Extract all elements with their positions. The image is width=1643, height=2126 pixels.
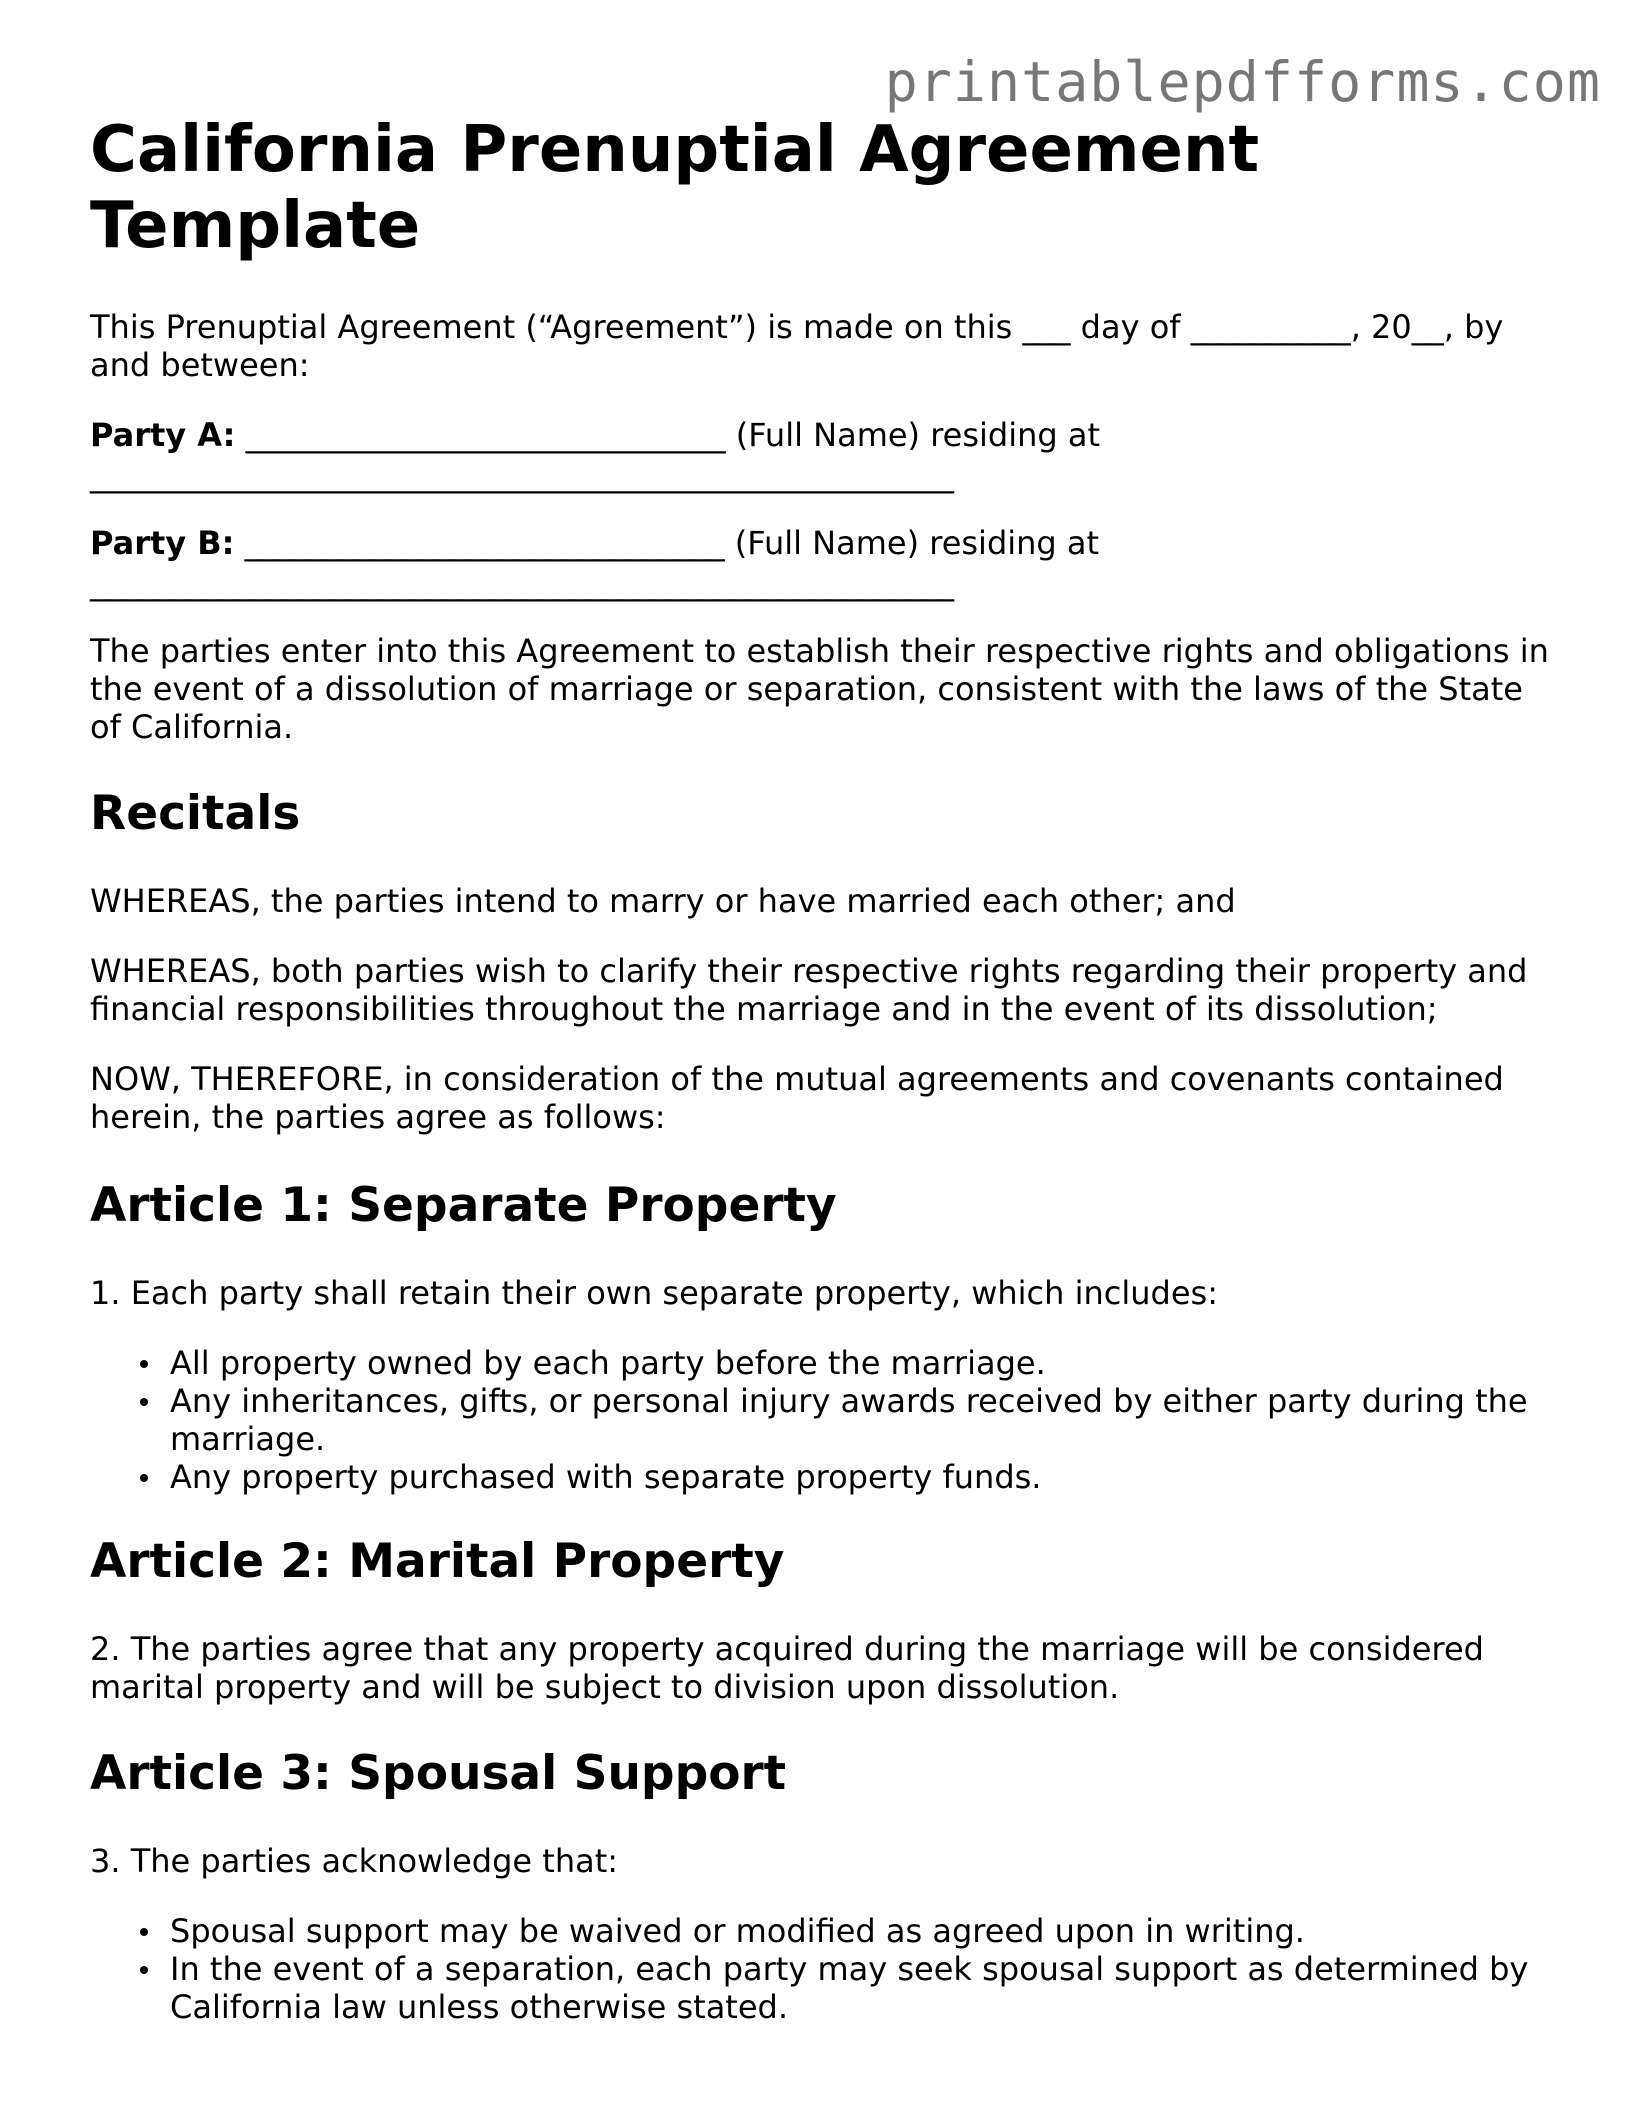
list-item: In the event of a separation, each party may seek spousal support as determined by California law unless otherwise stated. <box>170 1950 1560 2026</box>
party-b-text: ______________________________ (Full Name) residing at <box>234 524 1100 562</box>
intro-paragraph: This Prenuptial Agreement (“Agreement”) is made on this ___ day of __________, 20__, by and between: <box>90 308 1504 384</box>
purpose-paragraph: The parties enter into this Agreement to establish their respective rights and obligations in the event of a dissolution of marriage or separation, consistent with the laws of the State of California. <box>90 632 1549 746</box>
article-2-heading: Article 2: Marital Property <box>90 1534 785 1589</box>
party-a-text: ______________________________ (Full Name) residing at <box>235 416 1101 454</box>
party-b-line <box>90 524 1560 562</box>
page-title: California Prenuptial Agreement Template <box>90 113 1260 263</box>
now-therefore: NOW, THEREFORE, in consideration of the mutual agreements and covenants contained herein, the parties agree as follows: <box>90 1060 1504 1136</box>
article-3-intro: 3. The parties acknowledge that: <box>90 1842 619 1880</box>
article-1-intro: 1. Each party shall retain their own separate property, which includes: <box>90 1274 1218 1312</box>
party-a-label: Party A: <box>90 416 236 454</box>
article-3-heading: Article 3: Spousal Support <box>90 1746 787 1801</box>
whereas-2: WHEREAS, both parties wish to clarify their respective rights regarding their property and financial responsibilities throughout the marriage and in the event of its dissolution; <box>90 952 1528 1028</box>
party-a-line <box>90 416 1560 454</box>
article-1-list <box>90 1344 1560 1496</box>
article-3-list <box>90 1912 1560 2026</box>
article-2-text: 2. The parties agree that any property acquired during the marriage will be considered marital property and will be subject to division upon dissolution. <box>90 1630 1484 1706</box>
recitals-heading: Recitals <box>90 786 301 841</box>
list-item: Any property purchased with separate property funds. <box>170 1458 1560 1496</box>
party-b-address: ______________________________________________________ <box>90 564 954 602</box>
list-item: All property owned by each party before the marriage. <box>170 1344 1560 1382</box>
watermark: printablepdfforms.com <box>884 50 1601 114</box>
party-a-address: ______________________________________________________ <box>90 456 954 494</box>
party-b-label: Party B: <box>90 524 235 562</box>
article-1-heading: Article 1: Separate Property <box>90 1178 837 1233</box>
whereas-1: WHEREAS, the parties intend to marry or have married each other; and <box>90 882 1236 920</box>
list-item: Spousal support may be waived or modified as agreed upon in writing. <box>170 1912 1560 1950</box>
list-item: Any inheritances, gifts, or personal injury awards received by either party during the marriage. <box>170 1382 1560 1458</box>
